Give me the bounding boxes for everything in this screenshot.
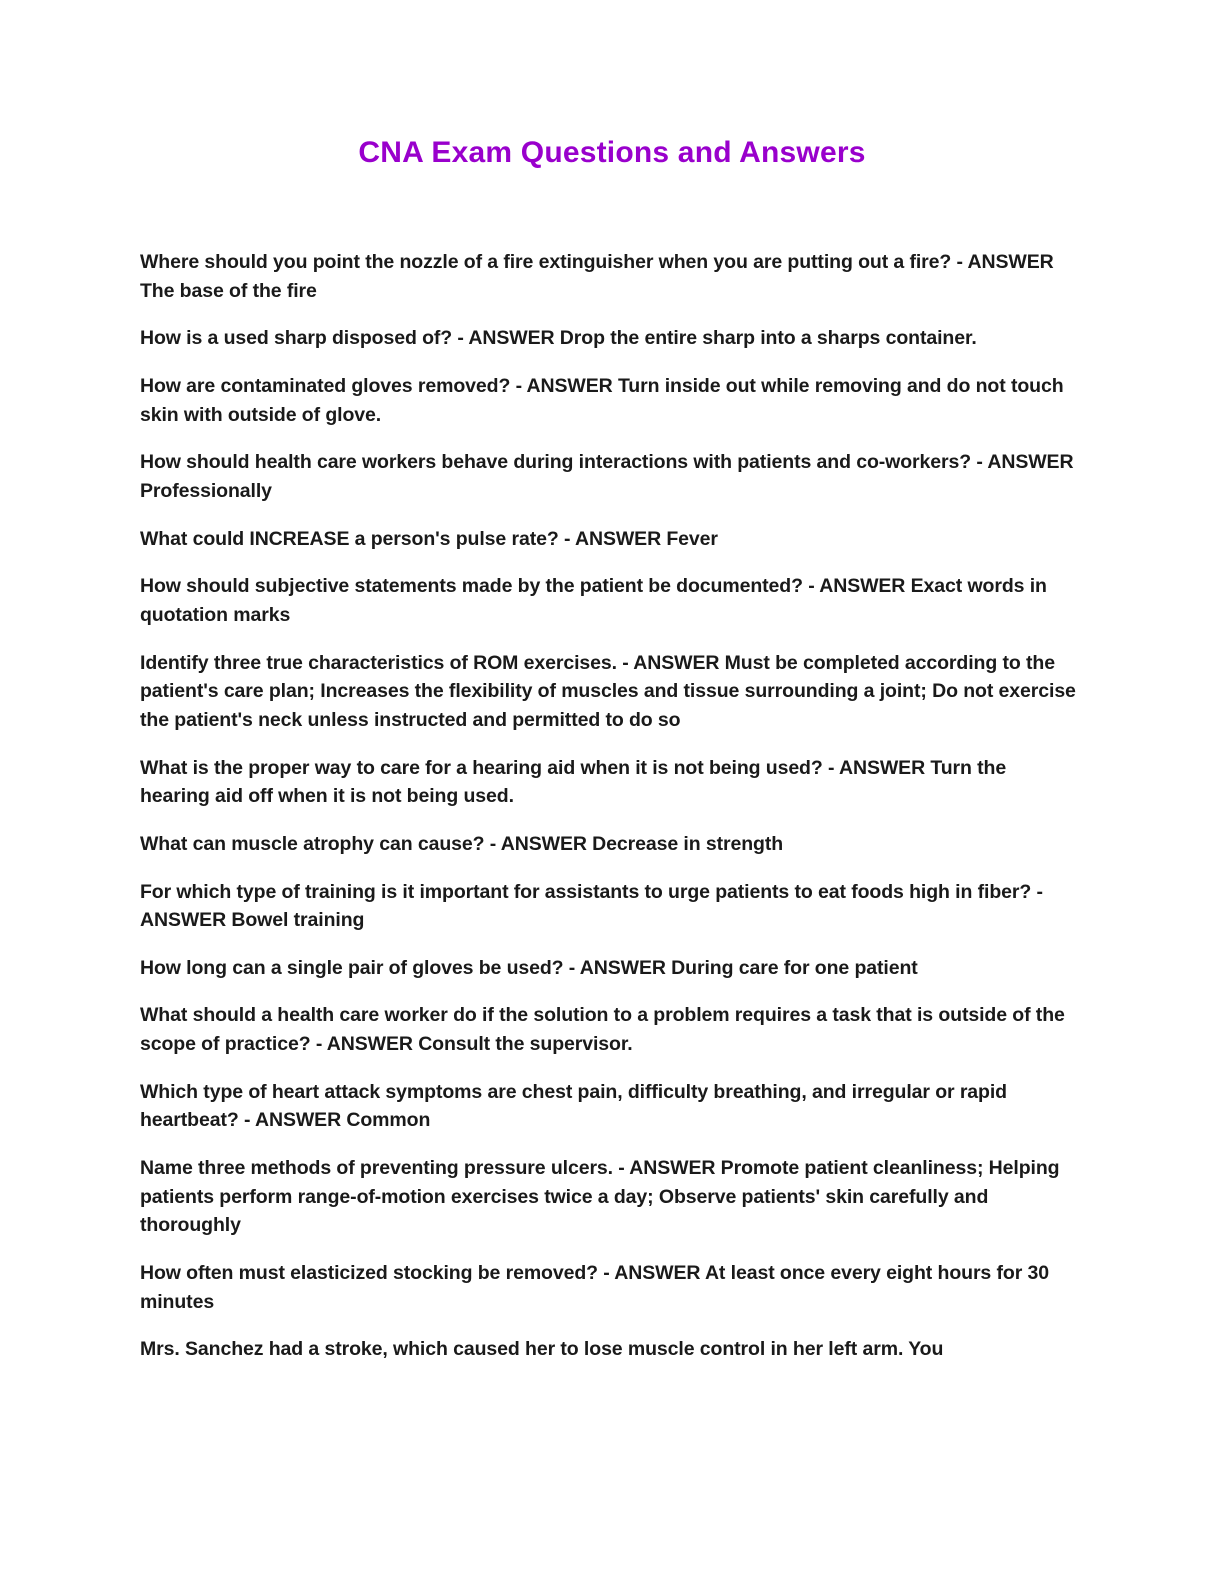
qa-item: Which type of heart attack symptoms are chest pain, difficulty breathing, and irregular or rapid heartbeat? - ANSWER Common [140,1080,1007,1132]
qa-item: How is a used sharp disposed of? - ANSWER Drop the entire sharp into a sharps container. [140,327,977,350]
qa-item: Mrs. Sanchez had a stroke, which caused her to lose muscle control in her left arm. You [140,1338,944,1361]
qa-item: How should subjective statements made by the patient be documented? - ANSWER Exact words in quotation marks [140,575,1047,626]
qa-item: How long can a single pair of gloves be used? - ANSWER During care for one patient [140,956,918,979]
page-title: CNA Exam Questions and Answers [358,136,866,169]
qa-item: For which type of training is it important for assistants to urge patients to eat foods high in fiber? - ANSWER Bowel training [140,880,1043,932]
document-body [140,248,1080,1364]
qa-item: How are contaminated gloves removed? - ANSWER Turn inside out while removing and do not touch skin with outside of glove. [140,374,1064,426]
qa-item: Name three methods of preventing pressure ulcers. - ANSWER Promote patient cleanliness; Helping patients perform range-of-motion exercises twice a day; Observe patients' skin carefully and thoroughly [140,1157,1060,1237]
qa-item: How should health care workers behave during interactions with patients and co-workers? - ANSWER Professionally [140,451,1074,502]
qa-item: Identify three true characteristics of ROM exercises. - ANSWER Must be completed according to the patient's care plan; Increases the flexibility of muscles and tissue surrounding a joint; Do not exercise the patient's neck unless instructed and permitted to do so [140,651,1076,731]
qa-item: How often must elasticized stocking be removed? - ANSWER At least once every eight hours for 30 minutes [140,1262,1050,1313]
qa-item: What can muscle atrophy can cause? - ANSWER Decrease in strength [140,832,784,855]
qa-item: What could INCREASE a person's pulse rate? - ANSWER Fever [140,527,718,550]
qa-item: What is the proper way to care for a hearing aid when it is not being used? - ANSWER Turn the hearing aid off when it is not being used. [140,756,1007,808]
qa-item: What should a health care worker do if the solution to a problem requires a task that is outside of the scope of practice? - ANSWER Consult the supervisor. [140,1004,1065,1056]
qa-item: Where should you point the nozzle of a fire extinguisher when you are putting out a fire? - ANSWER The base of the fire [140,251,1054,302]
